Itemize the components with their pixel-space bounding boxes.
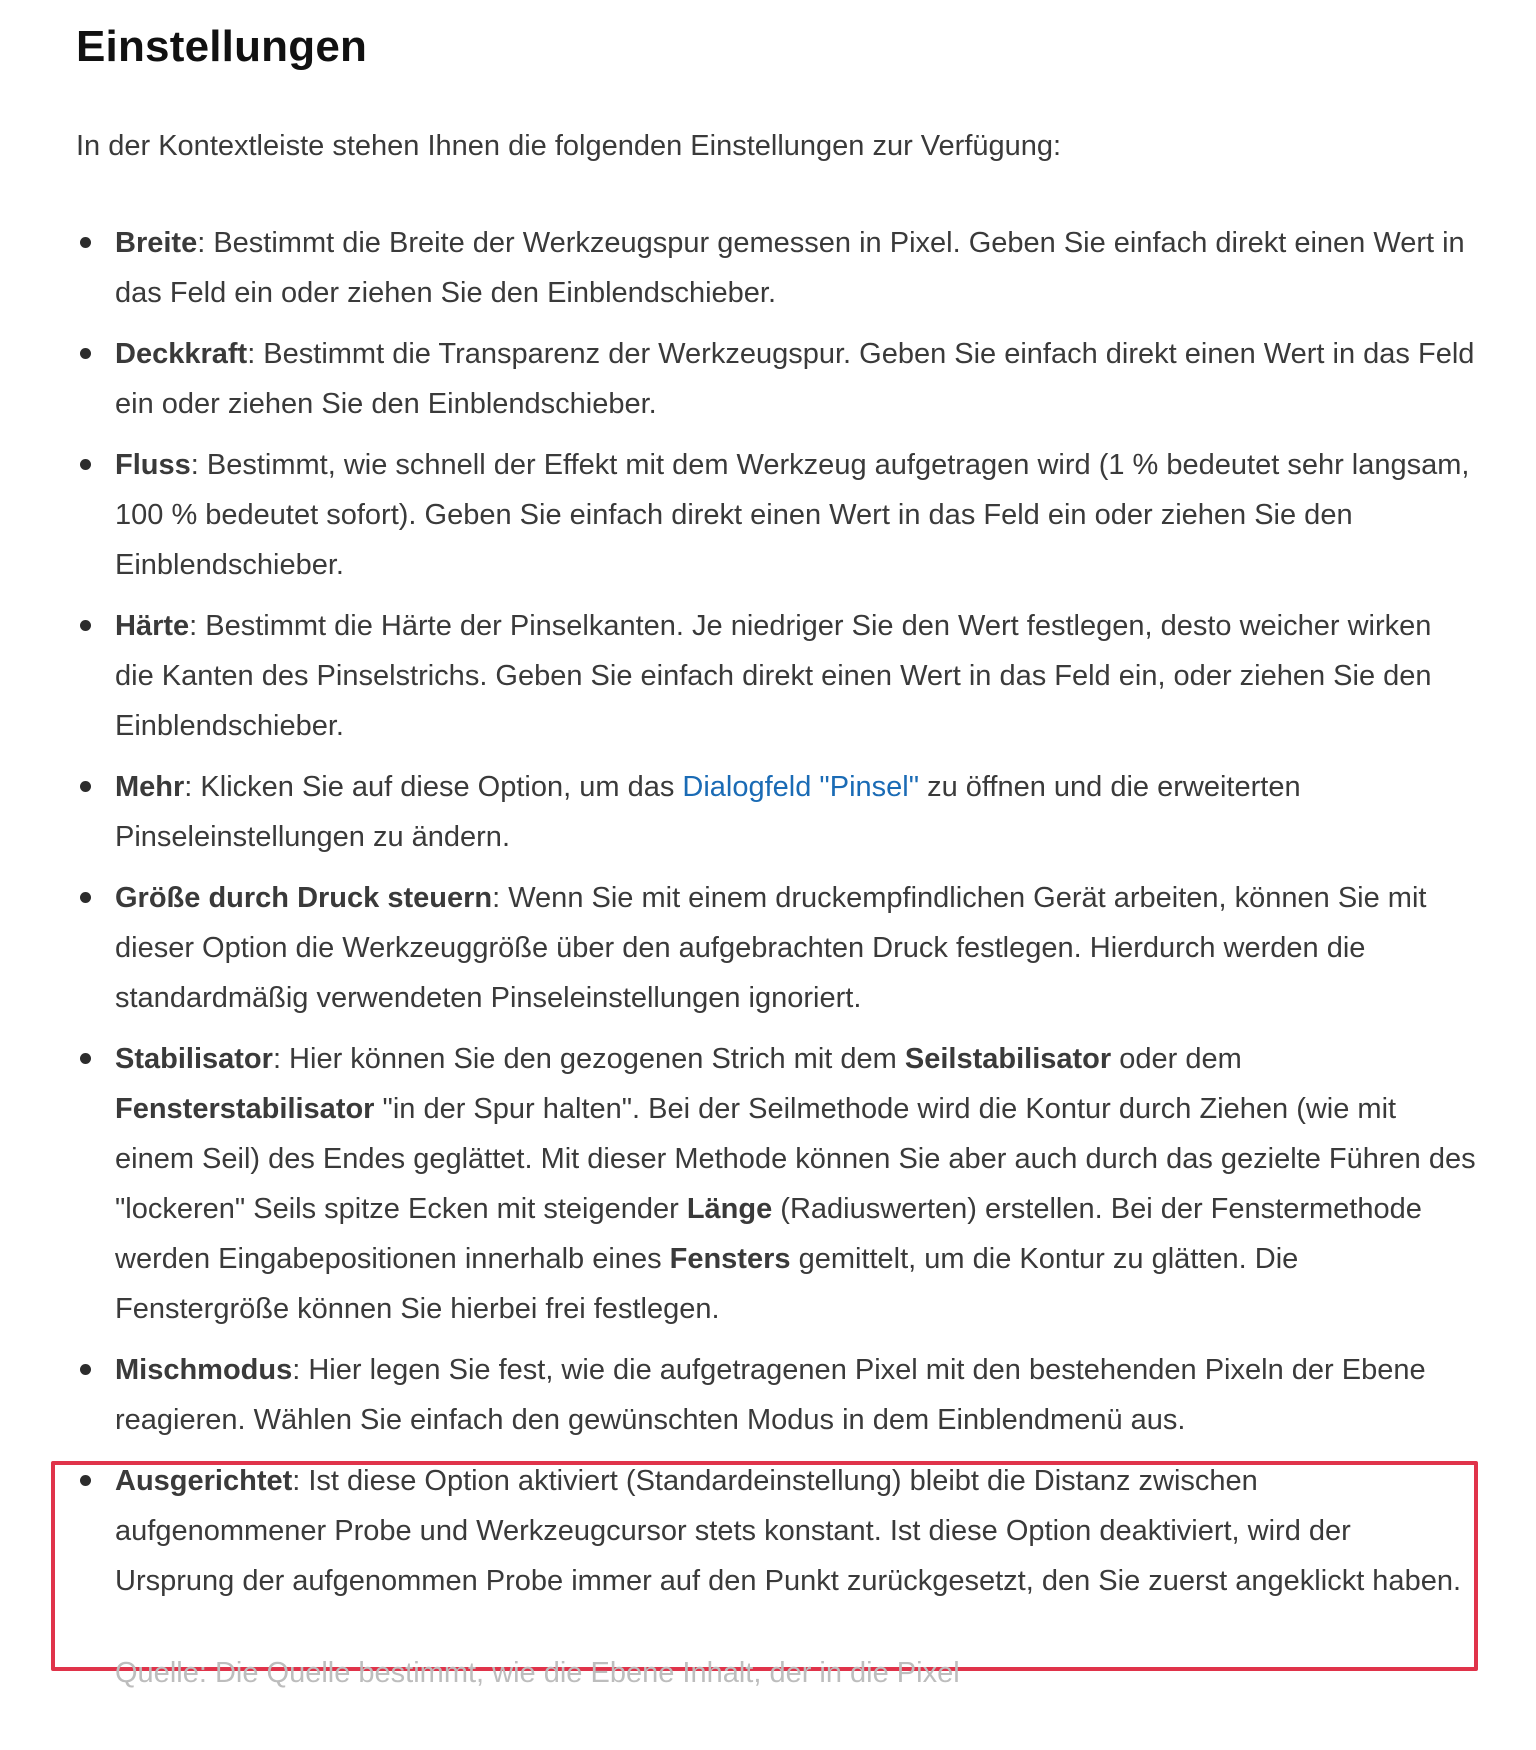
description-fluss: : Bestimmt, wie schnell der Effekt mit dem Werkzeug aufgetragen wird (1 % bedeutet sehr langsam, 100 % bedeutet sofort). Geben Sie einfach direkt einen Wert in das Feld ein oder ziehen Sie den Einblendschieber. (115, 449, 1470, 581)
description-ausgerichtet: : Ist diese Option aktiviert (Standardeinstellung) bleibt die Distanz zwischen aufgenommener Probe und Werkzeugcursor stets konstant. Ist diese Option deaktiviert, wird der Ursprung der aufgenommen Probe immer auf den Punkt zurückgesetzt, den Sie zuerst angeklickt haben. (115, 1465, 1462, 1597)
bullet-icon (80, 237, 91, 248)
description-stabilisator-4: (Radiuswerten) erstellen. Bei der Fenstermethode werden Eingabepositionen innerhalb eines (115, 1193, 1422, 1275)
description-stabilisator-3: "in der Spur halten". Bei der Seilmethode wird die Kontur durch Ziehen (wie mit einem Seil) des Endes geglättet. Mit dieser Methode können Sie aber auch durch das gezielte Führen des "lockeren" Seils spitze Ecken mit steigender (115, 1093, 1476, 1225)
list-item-groesse-durch-druck (76, 873, 1476, 1023)
list-item-mischmodus (76, 1345, 1476, 1445)
settings-list (76, 218, 1476, 1617)
term-mischmodus: Mischmodus (115, 1354, 293, 1386)
term-stabilisator: Stabilisator (115, 1043, 273, 1075)
term-mehr: Mehr (115, 771, 185, 803)
term-groesse-durch-druck: Größe durch Druck steuern (115, 882, 493, 914)
cut-off-line: Quelle: Die Quelle bestimmt, wie die Ebene Inhalt, der in die Pixel (115, 1657, 960, 1689)
list-item-mehr (76, 762, 1476, 862)
term-fensters: Fensters (669, 1243, 791, 1275)
list-item-fluss (76, 440, 1476, 590)
list-item-deckkraft (76, 329, 1476, 429)
description-groesse-durch-druck: : Wenn Sie mit einem druckempfindlichen Gerät arbeiten, können Sie mit dieser Option die Werkzeuggröße über den aufgebrachten Druck festlegen. Hierdurch werden die standardmäßig verwendeten Pinseleinstellungen ignoriert. (115, 882, 1427, 1014)
description-mehr-before: : Klicken Sie auf diese Option, um das (184, 771, 683, 803)
page-title: Einstellungen (76, 22, 368, 71)
term-fluss: Fluss (115, 449, 191, 481)
bullet-icon (80, 1475, 91, 1486)
bullet-icon (80, 1364, 91, 1375)
term-fensterstabilisator: Fensterstabilisator (115, 1093, 375, 1125)
description-stabilisator-1: : Hier können Sie den gezogenen Strich mit dem (272, 1043, 905, 1075)
description-haerte: : Bestimmt die Härte der Pinselkanten. Je niedriger Sie den Wert festlegen, desto weicher wirken die Kanten des Pinselstrichs. Geben Sie einfach direkt einen Wert in das Feld ein, oder ziehen Sie den Einblendschieber. (115, 610, 1432, 742)
description-mehr-after: zu öffnen und die erweiterten Pinseleinstellungen zu ändern. (115, 771, 1301, 853)
bullet-icon (80, 459, 91, 470)
term-seilstabilisator: Seilstabilisator (904, 1043, 1112, 1075)
intro-paragraph: In der Kontextleiste stehen Ihnen die folgenden Einstellungen zur Verfügung: (76, 130, 1062, 162)
bullet-icon (80, 892, 91, 903)
description-stabilisator-2: oder dem (1111, 1043, 1242, 1075)
description-mischmodus: : Hier legen Sie fest, wie die aufgetragenen Pixel mit den bestehenden Pixeln der Ebene reagieren. Wählen Sie einfach den gewünschten Modus in dem Einblendmenü aus. (115, 1354, 1426, 1436)
bullet-icon (80, 620, 91, 631)
list-item-breite (76, 218, 1476, 318)
cut-off-text (115, 1657, 1445, 1698)
term-laenge: Länge (686, 1193, 773, 1225)
dialogfeld-pinsel-link[interactable]: Dialogfeld "Pinsel" (682, 771, 920, 803)
list-item-haerte (76, 601, 1476, 751)
term-breite: Breite (115, 227, 198, 259)
term-deckkraft: Deckkraft (115, 338, 248, 370)
description-stabilisator-5: gemittelt, um die Kontur zu glätten. Die Fenstergröße können Sie hierbei frei festlegen. (115, 1243, 1299, 1325)
list-item-stabilisator (76, 1034, 1476, 1334)
bullet-icon (80, 1053, 91, 1064)
bullet-icon (80, 781, 91, 792)
term-haerte: Härte (115, 610, 190, 642)
description-deckkraft: : Bestimmt die Transparenz der Werkzeugspur. Geben Sie einfach direkt einen Wert in das Feld ein oder ziehen Sie den Einblendschieber. (115, 338, 1475, 420)
bullet-icon (80, 348, 91, 359)
term-ausgerichtet: Ausgerichtet (115, 1465, 293, 1497)
list-item-ausgerichtet (76, 1456, 1476, 1606)
description-breite: : Bestimmt die Breite der Werkzeugspur gemessen in Pixel. Geben Sie einfach direkt einen Wert in das Feld ein oder ziehen Sie den Einblendschieber. (115, 227, 1465, 309)
